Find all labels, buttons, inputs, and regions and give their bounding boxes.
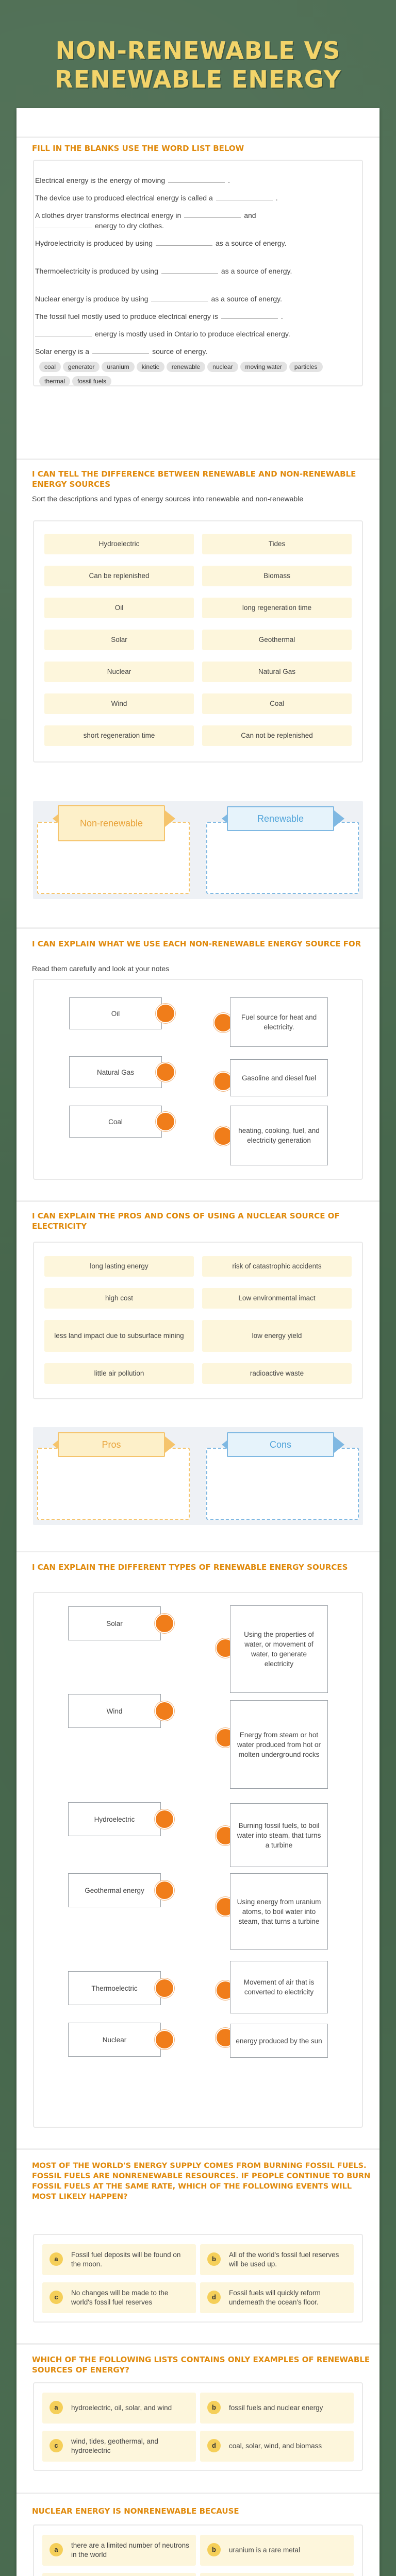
sort1-instructions: Sort the descriptions and types of energy sources into renewable and non-renewable xyxy=(32,495,304,503)
sentence-text: source of energy. xyxy=(152,347,208,355)
blank-input[interactable] xyxy=(161,266,218,274)
sentence-text: The device use to produced electrical energy is called a xyxy=(35,194,213,202)
sentence-text: A clothes dryer transforms electrical energy in xyxy=(35,211,182,219)
sentence-text: Thermoelectricity is produced by using xyxy=(35,267,158,275)
fill-blanks-title: FILL IN THE BLANKS USE THE WORD LIST BELOW xyxy=(32,144,244,153)
sentence-text: . xyxy=(275,194,278,202)
word-chip[interactable]: kinetic xyxy=(137,362,164,372)
sort-item[interactable]: high cost xyxy=(44,1288,194,1309)
mc-option-c[interactable] xyxy=(42,2573,196,2576)
mc-option-b[interactable] xyxy=(200,2244,354,2275)
sort1-bins xyxy=(33,801,363,899)
sort-item[interactable]: little air pollution xyxy=(44,1363,194,1384)
word-chip[interactable]: thermal xyxy=(39,376,70,386)
ribbon-tail xyxy=(165,810,175,827)
match-left-item[interactable]: Nuclear xyxy=(68,2023,161,2057)
mc-option-d[interactable] xyxy=(200,2431,354,2462)
match-left-item[interactable]: Geothermal energy xyxy=(68,1873,161,1907)
section-divider xyxy=(16,137,380,138)
word-bank xyxy=(39,362,349,391)
sort-item[interactable]: Can be replenished xyxy=(44,566,194,586)
blank-input[interactable] xyxy=(35,329,92,336)
blank-sentence-3 xyxy=(35,210,355,231)
option-text: Fossil fuels will quickly reform underneath the ocean's floor. xyxy=(229,2289,321,2306)
cons-bin[interactable] xyxy=(206,1448,359,1520)
blank-sentence-4 xyxy=(35,238,355,248)
section-divider xyxy=(16,2148,380,2150)
word-chip[interactable]: moving water xyxy=(240,362,287,372)
mc-option-b[interactable] xyxy=(200,2393,354,2424)
match-dot[interactable] xyxy=(157,1063,174,1081)
match-dot[interactable] xyxy=(157,1005,174,1022)
option-letter: b xyxy=(207,2543,221,2556)
match-dot[interactable] xyxy=(156,1810,173,1828)
option-letter: b xyxy=(207,2252,221,2266)
sentence-text: as a source of energy. xyxy=(216,239,287,247)
section-divider xyxy=(16,927,380,929)
renewable-label: Renewable xyxy=(227,806,334,831)
mc-option-b[interactable] xyxy=(200,2535,354,2566)
sort-item[interactable]: Geothermal xyxy=(202,630,352,650)
match-dot[interactable] xyxy=(156,1882,173,1899)
sort-item[interactable]: less land impact due to subsurface mining xyxy=(44,1320,194,1352)
option-text: All of the world's fossil fuel reserves will be used up. xyxy=(229,2251,339,2268)
match-dot[interactable] xyxy=(214,1073,232,1090)
option-letter: c xyxy=(50,2439,63,2452)
blank-sentence-6 xyxy=(35,294,355,304)
word-chip[interactable]: coal xyxy=(39,362,61,372)
title-line-2: RENEWABLE ENERGY xyxy=(55,65,341,93)
match-right-item[interactable]: Movement of air that is converted to electricity xyxy=(230,1961,328,2013)
sort-item[interactable]: Can not be replenished xyxy=(202,725,352,746)
sort1-title: I CAN TELL THE DIFFERENCE BETWEEN RENEWABLE AND NON-RENEWABLE ENERGY SOURCES xyxy=(32,469,356,489)
option-letter: c xyxy=(50,2291,63,2304)
sort-item[interactable]: Oil xyxy=(44,598,194,618)
sort-item[interactable]: long lasting energy xyxy=(44,1256,194,1277)
sort-item[interactable]: Low environmental imact xyxy=(202,1288,352,1309)
option-text xyxy=(229,2573,349,2576)
word-chip[interactable]: nuclear xyxy=(207,362,238,372)
match-dot[interactable] xyxy=(156,2031,173,2048)
match-right-item[interactable]: energy produced by the sun xyxy=(230,2024,328,2058)
blank-sentence-1 xyxy=(35,175,355,185)
sort-item[interactable]: Coal xyxy=(202,693,352,714)
option-text: coal, solar, wind, and biomass xyxy=(229,2442,322,2450)
q3-title: NUCLEAR ENERGY IS NONRENEWABLE BECAUSE xyxy=(32,2506,239,2516)
mc-option-a[interactable] xyxy=(42,2244,196,2275)
match2-title: I CAN EXPLAIN THE DIFFERENT TYPES OF RENEWABLE ENERGY SOURCES xyxy=(32,1563,348,1572)
section-divider xyxy=(16,459,380,460)
blank-sentence-5 xyxy=(35,266,355,276)
match-left-item[interactable]: Oil xyxy=(69,997,162,1029)
section-divider xyxy=(16,1551,380,1552)
sort-item[interactable]: long regeneration time xyxy=(202,598,352,618)
page-title xyxy=(0,36,396,94)
match-right-item[interactable]: heating, cooking, fuel, and electricity generation xyxy=(230,1106,328,1165)
option-letter: a xyxy=(50,2401,63,2414)
option-text: uranium is a rare metal xyxy=(229,2546,301,2554)
match-right-item[interactable]: Using energy from uranium atoms, to boil water into steam, that turns a turbine xyxy=(230,1873,328,1950)
sentence-text: and xyxy=(244,211,256,219)
sentence-text: Solar energy is a xyxy=(35,347,90,355)
match-dot[interactable] xyxy=(214,1014,232,1031)
blank-input[interactable] xyxy=(168,175,225,183)
cons-label: Cons xyxy=(227,1432,334,1457)
ribbon-tail xyxy=(334,1436,344,1453)
blank-sentence-2 xyxy=(35,193,355,203)
sort-item[interactable]: radioactive waste xyxy=(202,1363,352,1384)
mc-option-a[interactable] xyxy=(42,2393,196,2424)
blank-sentence-7 xyxy=(35,311,355,321)
blank-input[interactable] xyxy=(216,193,273,200)
q2-title: WHICH OF THE FOLLOWING LISTS CONTAINS ONLY EXAMPLES OF RENEWABLE SOURCES OF ENERGY? xyxy=(32,2355,370,2375)
sort-item[interactable]: risk of catastrophic accidents xyxy=(202,1256,352,1277)
option-letter: d xyxy=(207,2439,221,2452)
match-left-item[interactable]: Hydroelectric xyxy=(68,1802,161,1836)
match-dot[interactable] xyxy=(156,1979,173,1997)
option-text: fossil fuels and nuclear energy xyxy=(229,2404,323,2412)
sort-item[interactable]: Natural Gas xyxy=(202,662,352,682)
match-dot[interactable] xyxy=(214,1127,232,1145)
match-right-item[interactable]: Energy from steam or hot water produced from hot or molten underground rocks xyxy=(230,1700,328,1789)
renewable-bin[interactable] xyxy=(206,822,359,894)
sentence-text: as a source of energy. xyxy=(221,267,292,275)
blank-sentence-8 xyxy=(35,329,355,339)
sentence-text: Hydroelectricity is produced by using xyxy=(35,239,153,247)
match-left-item[interactable]: Natural Gas xyxy=(69,1056,162,1088)
word-chip[interactable]: generator xyxy=(63,362,100,372)
match-dot[interactable] xyxy=(156,1702,173,1720)
match1-title: I CAN EXPLAIN WHAT WE USE EACH NON-RENEWABLE ENERGY SOURCE FOR xyxy=(32,939,361,948)
option-text: there are a limited number of neutrons in the world xyxy=(71,2541,189,2558)
non-renewable-label: Non-renewable xyxy=(58,805,165,841)
match-dot[interactable] xyxy=(157,1113,174,1130)
option-letter: a xyxy=(50,2543,63,2556)
word-chip[interactable]: renewable xyxy=(167,362,205,372)
blank-input[interactable] xyxy=(221,311,278,319)
blank-input[interactable] xyxy=(92,346,149,354)
mc-option-a[interactable] xyxy=(42,2535,196,2566)
blank-input[interactable] xyxy=(156,238,212,246)
ribbon-tail xyxy=(334,810,344,827)
blank-input[interactable] xyxy=(151,294,208,301)
sort-item[interactable]: Wind xyxy=(44,693,194,714)
mc-option-d[interactable] xyxy=(200,2573,354,2576)
sort2-bins xyxy=(33,1427,363,1525)
sort2-title: I CAN EXPLAIN THE PROS AND CONS OF USING A NUCLEAR SOURCE OF ELECTRICITY xyxy=(32,1211,340,1231)
pros-label: Pros xyxy=(58,1432,165,1457)
section-divider xyxy=(16,1200,380,1202)
sort-item[interactable]: Solar xyxy=(44,630,194,650)
mc-option-c[interactable] xyxy=(42,2431,196,2462)
mc-option-d[interactable] xyxy=(200,2282,354,2313)
match1-instructions: Read them carefully and look at your notes xyxy=(32,964,170,973)
option-text: wind, tides, geothermal, and hydroelectric xyxy=(71,2437,158,2454)
blank-input[interactable] xyxy=(184,210,241,218)
title-line-1: NON-RENEWABLE VS xyxy=(55,37,341,64)
sort-item[interactable]: Nuclear xyxy=(44,662,194,682)
sentence-text: as a source of energy. xyxy=(211,295,282,303)
worksheet xyxy=(16,108,380,2576)
match-left-item[interactable]: Solar xyxy=(68,1606,161,1640)
sort-item[interactable]: Hydroelectric xyxy=(44,534,194,554)
sentence-text: . xyxy=(228,176,230,184)
option-text: hydroelectric, oil, solar, and wind xyxy=(71,2404,172,2412)
sort-item[interactable]: Biomass xyxy=(202,566,352,586)
word-chip[interactable]: particles xyxy=(289,362,323,372)
sort-item[interactable]: Tides xyxy=(202,534,352,554)
blank-input[interactable] xyxy=(35,221,92,228)
q1-title: MOST OF THE WORLD'S ENERGY SUPPLY COMES FROM BURNING FOSSIL FUELS. FOSSIL FUELS ARE NONRENEWABLE RESOURCES. IF PEOPLE CONTINUE TO BURN FOSSIL FUELS AT THE SAME RATE, WHICH OF THE FOLLOWING EVENTS WILL MOST LIKELY HAPPEN? xyxy=(32,2162,371,2201)
pros-bin[interactable] xyxy=(37,1448,190,1520)
match-dot[interactable] xyxy=(156,1615,173,1632)
option-letter: d xyxy=(207,2291,221,2304)
option-text xyxy=(71,2573,191,2576)
sentence-text: Electrical energy is the energy of moving xyxy=(35,176,166,184)
ribbon-tail xyxy=(165,1436,175,1453)
section-divider xyxy=(16,2343,380,2345)
sentence-text: . xyxy=(280,312,283,320)
match-left-item[interactable]: Wind xyxy=(68,1694,161,1728)
section-divider xyxy=(16,2493,380,2494)
match-right-item[interactable]: Using the properties of water, or movement of water, to generate electricity xyxy=(230,1605,328,1693)
sentence-text: energy is mostly used in Ontario to produce electrical energy. xyxy=(95,330,290,338)
sort-item[interactable]: short regeneration time xyxy=(44,725,194,746)
mc-option-c[interactable] xyxy=(42,2282,196,2313)
sentence-text: energy to dry clothes. xyxy=(95,222,164,230)
option-letter: b xyxy=(207,2401,221,2414)
option-text: No changes will be made to the world's fossil fuel reserves xyxy=(71,2289,169,2306)
word-chip[interactable]: uranium xyxy=(102,362,134,372)
option-letter: a xyxy=(50,2252,63,2266)
match-left-item[interactable]: Coal xyxy=(69,1106,162,1138)
blank-sentence-9 xyxy=(35,346,355,357)
word-chip[interactable]: fossil fuels xyxy=(72,376,111,386)
match-right-item[interactable]: Fuel source for heat and electricity. xyxy=(230,997,328,1047)
match-right-item[interactable]: Gasoline and diesel fuel xyxy=(230,1059,328,1096)
match-left-item[interactable]: Thermoelectric xyxy=(68,1971,161,2005)
sentence-text: The fossil fuel mostly used to produce electrical energy is xyxy=(35,312,218,320)
option-text: Fossil fuel deposits will be found on the moon. xyxy=(71,2251,181,2268)
sort-item[interactable]: low energy yield xyxy=(202,1320,352,1352)
match-right-item[interactable]: Burning fossil fuels, to boil water into steam, that turns a turbine xyxy=(230,1803,328,1867)
sentence-text: Nuclear energy is produce by using xyxy=(35,295,148,303)
